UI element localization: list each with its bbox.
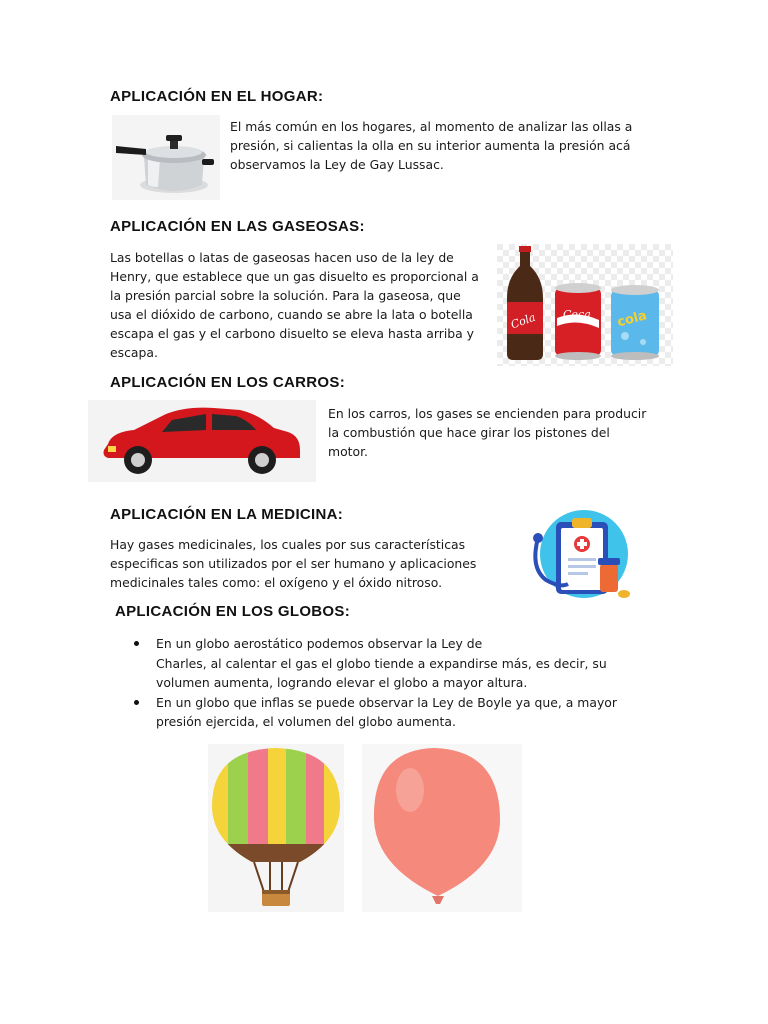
gaseosas-line-3: la presión parcial sobre la solución. Para la gaseosa, que (110, 288, 461, 303)
heading-globos: APLICACIÓN EN LOS GLOBOS: (115, 603, 351, 620)
hogar-line-1: El más común en los hogares, al momento de analizar las ollas a (230, 119, 633, 134)
gaseosas-line-6: escapa. (110, 345, 158, 360)
hogar-line-2: presión, si calientas la olla en su interior aumenta la presión acá (230, 138, 631, 153)
gaseosas-line-1: Las botellas o latas de gaseosas hacen uso de la ley de (110, 250, 454, 265)
bullet-dot (134, 700, 139, 705)
blue-can-label: cola (615, 308, 649, 331)
heading-hogar: APLICACIÓN EN EL HOGAR: (110, 88, 324, 105)
bottle-label: Cola (509, 310, 538, 332)
carros-line-3: motor. (328, 444, 368, 459)
medicina-line-1: Hay gases medicinales, los cuales por sus características (110, 537, 466, 552)
gaseosas-line-2: Henry, que establece que un gas disuelto es proporcional a (110, 269, 479, 284)
pink-balloon-image (362, 744, 522, 912)
carros-line-2: la combustión que hace girar los pistones del (328, 425, 610, 440)
heading-medicina: APLICACIÓN EN LA MEDICINA: (110, 506, 344, 523)
heading-gaseosas: APLICACIÓN EN LAS GASEOSAS: (110, 218, 365, 235)
globos-bullet-2-line-2: presión ejercida, el volumen del globo aumenta. (156, 714, 456, 729)
medical-clipboard-image (520, 508, 636, 606)
hogar-line-3: observamos la Ley de Gay Lussac. (230, 157, 444, 172)
medicina-line-3: medicinales tales como: el oxígeno y el óxido nitroso. (110, 575, 443, 590)
gaseosas-line-4: usa el dióxido de carbono, cuando se abre la lata o botella (110, 307, 473, 322)
pressure-cooker-image (112, 115, 220, 200)
bullet-dot (134, 641, 139, 646)
red-car-image (88, 400, 316, 482)
globos-bullet-1-line-1: En un globo aerostático podemos observar la Ley de (156, 636, 483, 651)
red-can-label: Coca (563, 308, 591, 321)
globos-bullet-1-line-2: Charles, al calentar el gas el globo tiende a expandirse más, es decir, su (156, 655, 607, 671)
globos-bullet-2-line-1: En un globo que inflas se puede observar la Ley de Boyle ya que, a mayor (156, 694, 617, 710)
heading-carros: APLICACIÓN EN LOS CARROS: (110, 374, 346, 391)
globos-bullet-1-line-3: volumen aumenta, logrando elevar el globo a mayor altura. (156, 675, 528, 690)
gaseosas-line-5: escapa el gas y el carbono disuelto se eleva hasta arriba y (110, 326, 474, 341)
list-item (130, 693, 650, 732)
medicina-line-2: especificas son utilizados por el ser humano y aplicaciones (110, 556, 477, 571)
globos-bullet-list (130, 634, 650, 732)
list-item (130, 634, 650, 693)
hot-air-balloon-image (208, 744, 344, 912)
soda-drinks-image (497, 244, 673, 366)
carros-line-1: En los carros, los gases se encienden para producir (328, 406, 647, 421)
